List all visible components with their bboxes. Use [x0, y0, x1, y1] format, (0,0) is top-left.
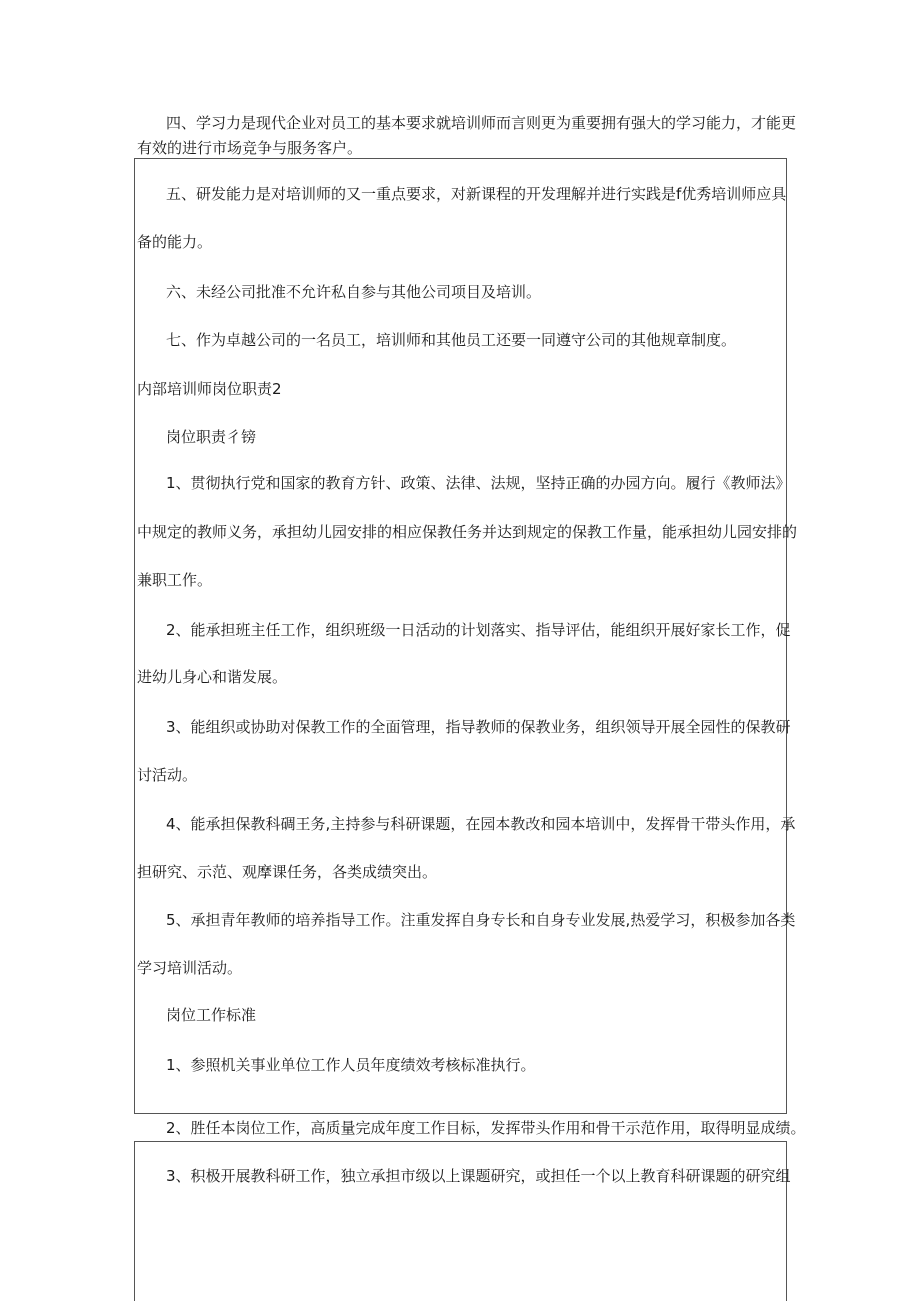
paragraph-line: 备的能力。 [137, 233, 213, 251]
paragraph-line: 讨活动。 [137, 766, 198, 784]
paragraph-line: 中规定的教师义务，承担幼儿园安排的相应保教任务并达到规定的保教工作量，能承担幼儿园安排的 [137, 523, 798, 541]
paragraph-line: 2、胜任本岗位工作，高质量完成年度工作目标，发挥带头作用和骨干示范作用，取得明显成绩。 [166, 1119, 806, 1137]
paragraph-line: 五、研发能力是对培训师的又一重点要求，对新课程的开发理解并进行实践是f优秀培训师应具 [166, 185, 787, 203]
paragraph-line: 学习培训活动。 [137, 959, 243, 977]
subsection-heading: 岗位工作标准 [166, 1006, 257, 1024]
paragraph-line: 1、参照机关事业单位工作人员年度绩效考核标准执行。 [166, 1056, 536, 1074]
paragraph-line: 1、贯彻执行党和国家的教育方针、政策、法律、法规，坚持正确的办园方向。履行《教师法》 [166, 474, 791, 492]
text-frame-box-lower [134, 1141, 787, 1301]
paragraph-line: 兼职工作。 [137, 571, 213, 589]
paragraph-line: 3、积极开展教科研工作，独立承担市级以上课题研究，或担任一个以上教育科研课题的研究组 [166, 1167, 791, 1185]
section-heading: 内部培训师岗位职责2 [137, 380, 282, 398]
paragraph-line: 2、能承担班主任工作，组织班级一日活动的计划落实、指导评估，能组织开展好家长工作，促 [166, 621, 791, 639]
paragraph-line: 有效的进行市场竞争与服务客户。 [137, 139, 363, 157]
paragraph-line: 四、学习力是现代企业对员工的基本要求就培训师而言则更为重要拥有强大的学习能力，才能更 [166, 114, 797, 132]
paragraph-line: 六、未经公司批准不允许私自参与其他公司项目及培训。 [166, 283, 542, 301]
paragraph-line: 进幼儿身心和谐发展。 [137, 668, 288, 686]
paragraph-line: 七、作为卓越公司的一名员工，培训师和其他员工还要一同遵守公司的其他规章制度。 [166, 331, 737, 349]
paragraph-line: 4、能承担保教科碉王务,主持参与科研课题，在园本教改和园本培训中，发挥骨干带头作用，承 [166, 815, 796, 833]
paragraph-line: 担研究、示范、观摩课任务，各类成绩突出。 [137, 863, 438, 881]
paragraph-line: 3、能组织或协助对保教工作的全面管理，指导教师的保教业务，组织领导开展全园性的保教研 [166, 718, 791, 736]
subsection-heading: 岗位职责彳镑 [166, 428, 257, 446]
paragraph-line: 5、承担青年教师的培养指导工作。注重发挥自身专长和自身专业发展,热爱学习，积极参加各类 [166, 911, 796, 929]
